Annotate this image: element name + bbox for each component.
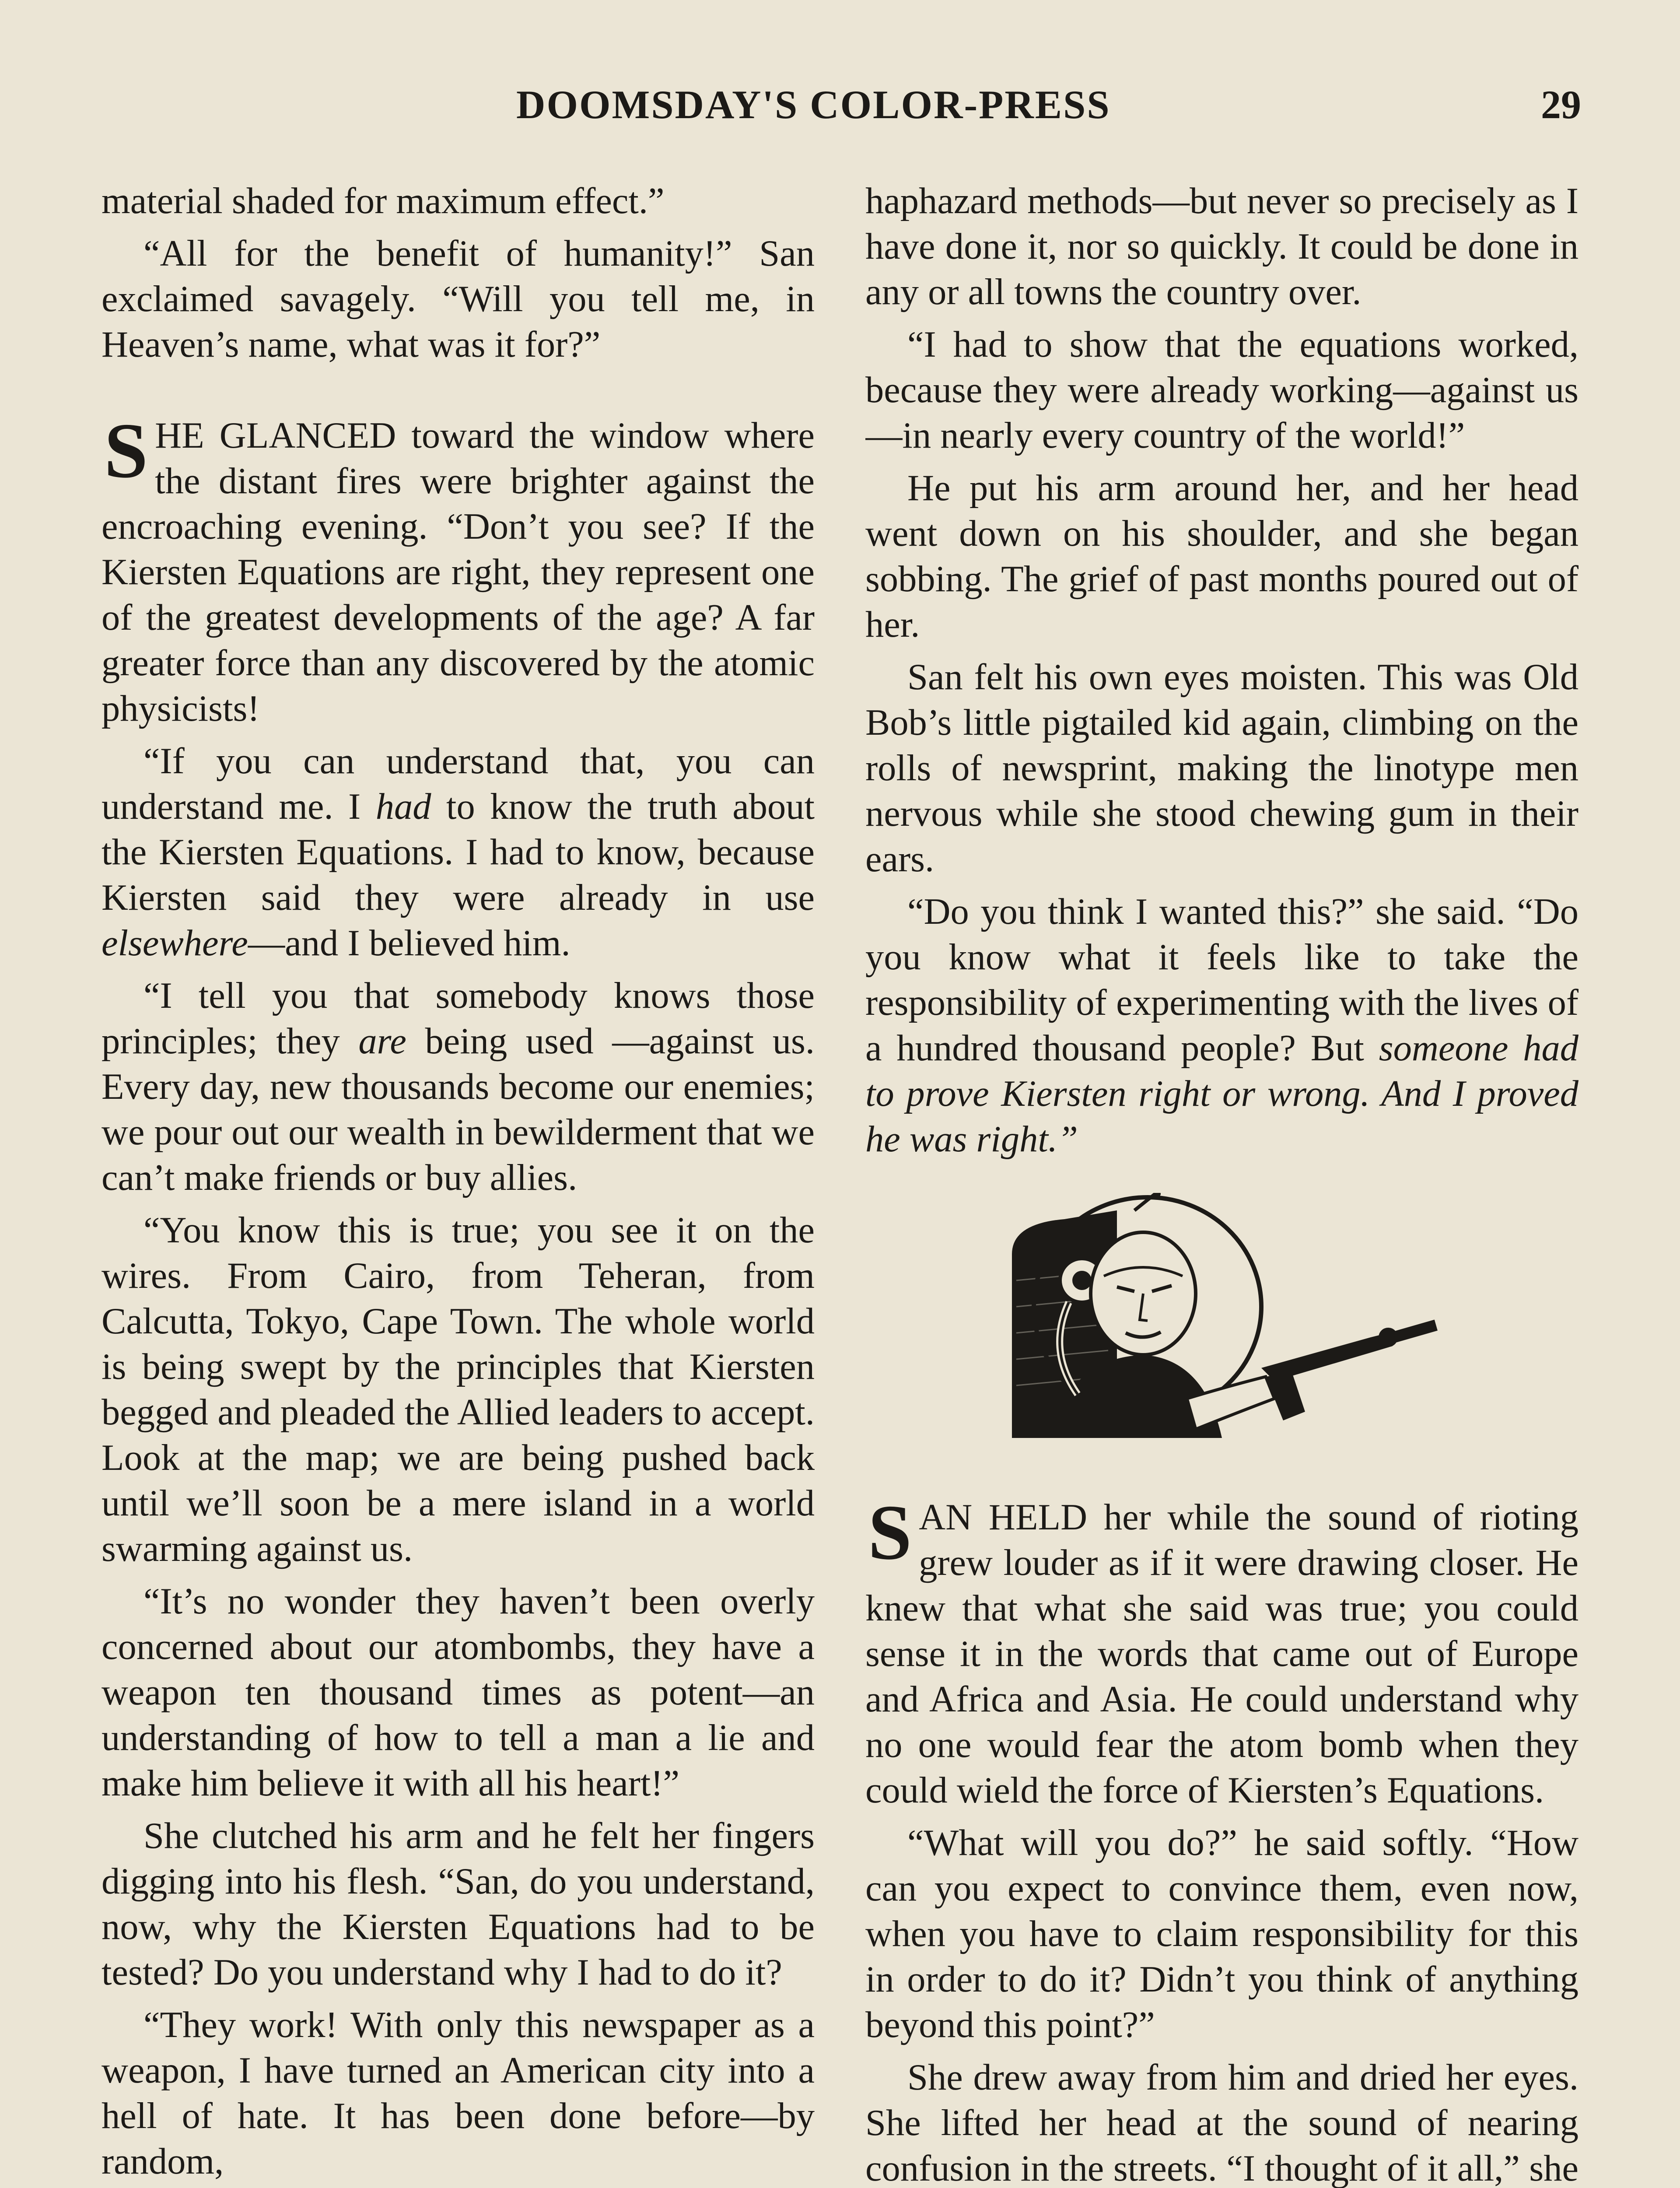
page-number: 29 — [1541, 82, 1581, 127]
paragraph: “Do you think I wanted this?” she said. “Do you know what it feels like to take the responsibility of experimenting with the lives of a hundred thousand people? But someone had to prove Kiersten right or wrong. And I proved he was right.” — [865, 891, 1578, 1160]
running-head — [0, 81, 1680, 134]
paragraph: “If you can understand that, you can understand me. I had to know the truth about the Kiersten Equations. I had to know, because Kiersten said they were already in use elsewhere—and I believed him. — [102, 741, 815, 964]
section-opening-paragraph: SHE GLANCED toward the window where the distant fires were brighter against the encroaching evening. “Don’t you see? If the Kiersten Equations are right, they represent one of the greatest developments of the age? A far greater force than any discovered by the atomic physicists! — [102, 407, 815, 729]
emphasis: elsewhere — [102, 923, 248, 964]
emphasis: are — [358, 1021, 406, 1062]
left-column — [102, 179, 815, 2188]
emphasis: someone had to prove Kiersten right or wrong. And I proved he was right.” — [865, 1028, 1578, 1160]
header-title: DOOMSDAY'S COLOR-PRESS — [516, 82, 1111, 127]
paragraph: “What will you do?” he said softly. “How can you expect to convince them, even now, when you have to claim responsibility for this in order to do it? Didn’t you think of anything beyond this point?” — [865, 1823, 1578, 2045]
paragraph: She drew away from him and dried her eyes. She lifted her head at the sound of nearing confusion in the streets. “I thought of it all,” she — [865, 2057, 1578, 2188]
emphasis: had — [375, 786, 431, 827]
paragraph: haphazard methods—but never so precisely as I have done it, nor so quickly. It could be done in any or all towns the country over. — [865, 181, 1578, 312]
paragraph: “I had to show that the equations worked, because they were already working—against us—in nearly every country of the world!” — [865, 324, 1578, 456]
paragraph: San felt his own eyes moisten. This was Old Bob’s little pigtailed kid again, climbing on the rolls of newsprint, making the linotype men nervous while she stood chewing gum in their ears. — [865, 657, 1578, 880]
paragraph: “I tell you that somebody knows those principles; they are being used —against us. Every day, new thousands become our enemies; we pour out our wealth in bewilderment that we can’t make friends or buy allies. — [102, 975, 815, 1198]
right-column — [865, 179, 1578, 2188]
paragraph: “All for the benefit of humanity!” San exclaimed savagely. “Will you tell me, in Heaven’s name, what was it for?” — [102, 233, 815, 365]
spaceman-with-pistol-illustration — [1003, 1193, 1441, 1455]
section-opening-paragraph: SAN HELD her while the sound of rioting grew louder as if it were drawing closer. He knew that what she said was true; you could sense it in the words that came out of Europe and Africa and Asia. He could understand why no one would fear the atom bomb when they could wield the force of Kiersten’s Equations. — [865, 1489, 1578, 1811]
paragraph: She clutched his arm and he felt her fingers digging into his flesh. “San, do you understand, now, why the Kiersten Equations had to be tested? Do you understand why I had to do it? — [102, 1816, 815, 1993]
paragraph: He put his arm around her, and her head went down on his shoulder, and she began sobbing. The grief of past months poured out of her. — [865, 468, 1578, 645]
paragraph: “You know this is true; you see it on the wires. From Cairo, from Teheran, from Calcutta, Tokyo, Cape Town. The whole world is being swept by the principles that Kiersten begged and pleaded the Allied leaders to accept. Look at the map; we are being pushed back until we’ll soon be a mere island in a world swarming against us. — [102, 1210, 815, 1569]
paragraph: material shaded for maximum effect.” — [102, 181, 665, 221]
paragraph: “It’s no wonder they haven’t been overly concerned about our atombombs, they have a weapon ten thousand times as potent—an understanding of how to tell a man a lie and make him believe it with all his heart!” — [102, 1581, 815, 1804]
paragraph: “They work! With only this newspaper as a weapon, I have turned an American city into a hell of hate. It has been done before—by random, — [102, 2005, 815, 2182]
